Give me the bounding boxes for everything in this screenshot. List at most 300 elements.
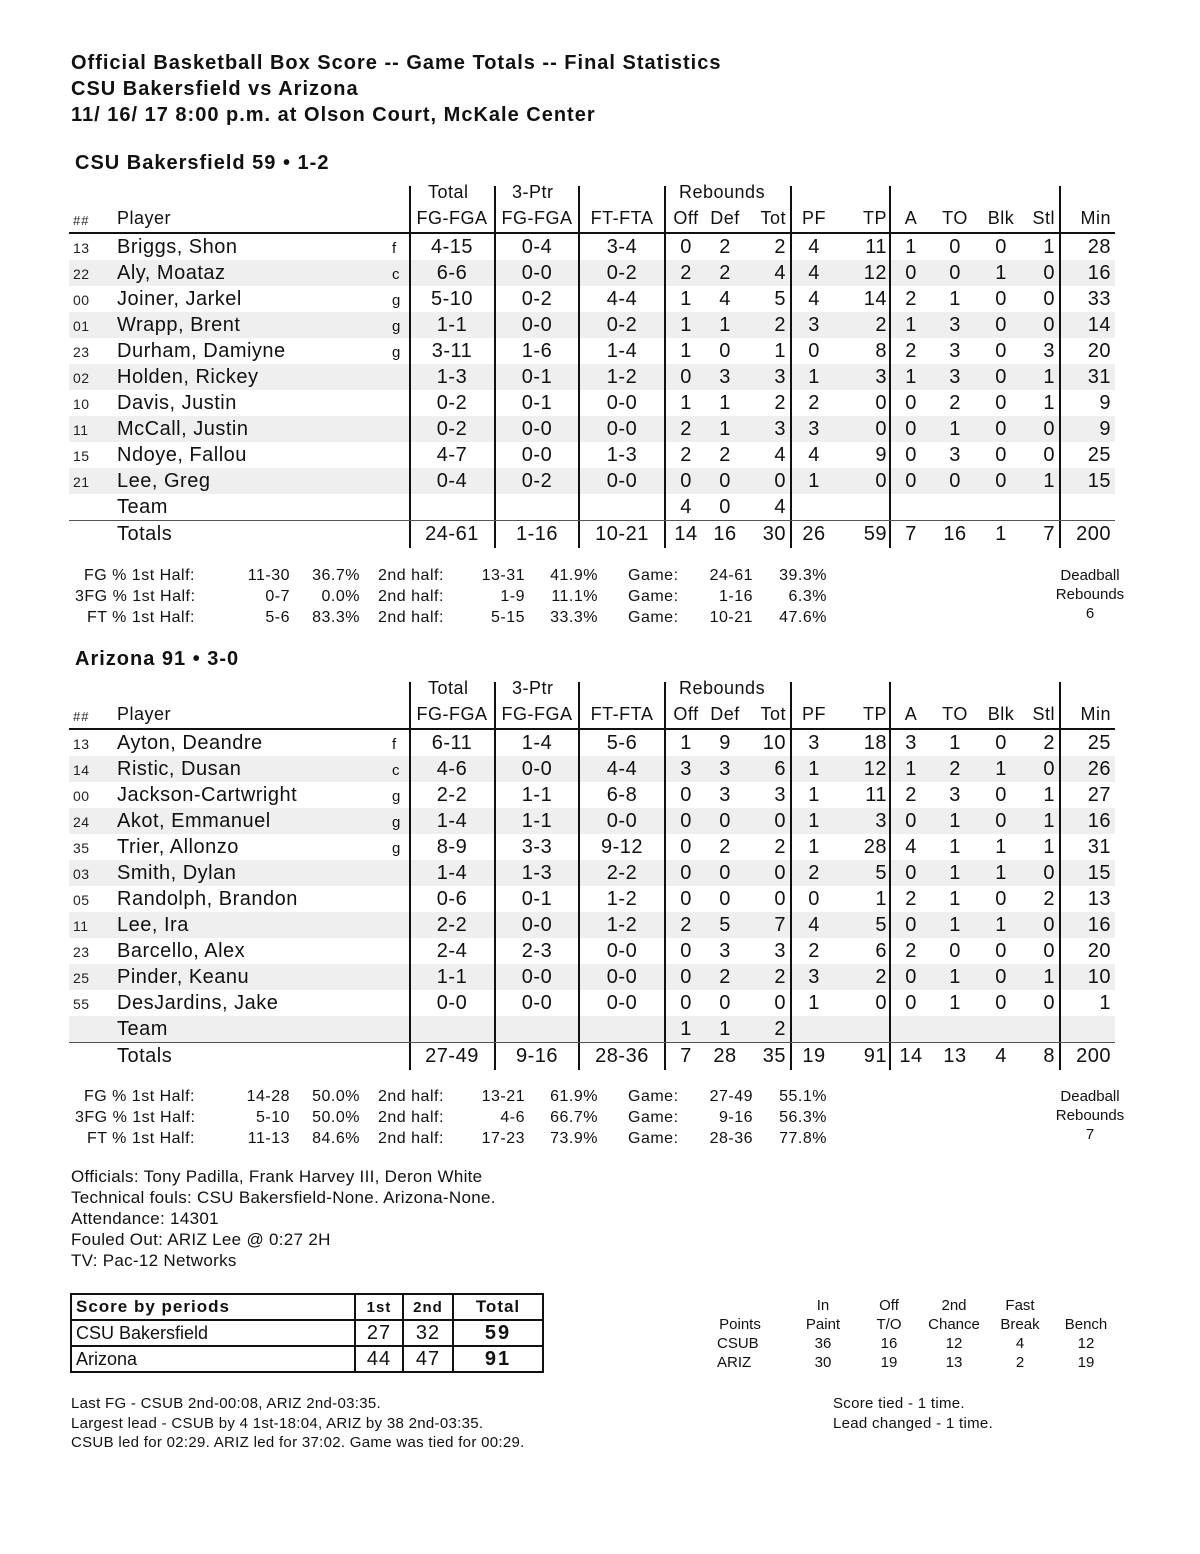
- column-divider: [1059, 260, 1061, 286]
- column-divider: [790, 938, 792, 964]
- shooting-gp: 47.6%: [779, 609, 827, 626]
- column-divider: [494, 186, 496, 232]
- shooting-h1p: 36.7%: [312, 567, 360, 584]
- column-divider: [889, 886, 891, 912]
- stat-def: 3: [719, 940, 731, 962]
- column-divider: [409, 682, 411, 728]
- column-divider: [664, 468, 666, 494]
- player-position: g: [392, 318, 401, 335]
- stat-blk: 1: [995, 914, 1007, 936]
- column-divider: [1059, 834, 1061, 860]
- stat-tot: 10: [762, 732, 786, 754]
- stat-blk: 0: [995, 732, 1007, 754]
- stat-stl: 1: [1043, 366, 1055, 388]
- column-divider: [664, 964, 666, 990]
- stat-a: 4: [905, 836, 917, 858]
- stat-fg3: 1-6: [521, 340, 553, 362]
- column-divider: [494, 286, 496, 312]
- stat-tot: 2: [774, 314, 786, 336]
- shooting-gl: Game:: [628, 1130, 679, 1147]
- stat-tp: 12: [863, 262, 887, 284]
- stat-ft: 0-2: [606, 314, 638, 336]
- stat-pf: 2: [808, 392, 820, 414]
- stat-pf: 1: [808, 758, 820, 780]
- shooting-h1p: 0.0%: [321, 588, 360, 605]
- shooting-h1: 5-6: [265, 609, 290, 626]
- tv-network: TV: Pac-12 Networks: [71, 1251, 237, 1270]
- player-name: Holden, Rickey: [117, 366, 259, 388]
- column-divider: [1059, 682, 1061, 728]
- stat-min: 28: [1087, 236, 1111, 258]
- total-def: 16: [713, 523, 737, 545]
- column-divider: [1059, 912, 1061, 938]
- player-row: [69, 964, 1115, 990]
- stat-min: 9: [1099, 392, 1111, 414]
- column-divider: [790, 364, 792, 390]
- shooting-h1p: 50.0%: [312, 1088, 360, 1105]
- player-name: Jackson-Cartwright: [117, 784, 298, 806]
- tie-lead-notes: [833, 1394, 993, 1433]
- column-divider: [1059, 338, 1061, 364]
- total-def: 28: [713, 1045, 737, 1067]
- stat-to: 2: [949, 392, 961, 414]
- stat-to: 3: [949, 784, 961, 806]
- stat-stl: 1: [1043, 836, 1055, 858]
- stat-off: 3: [680, 758, 692, 780]
- player-name: DesJardins, Jake: [117, 992, 279, 1014]
- stat-fg: 3-11: [431, 340, 473, 362]
- total-stl: 7: [1043, 523, 1055, 545]
- header-to: TO: [942, 208, 968, 228]
- column-divider: [1059, 860, 1061, 886]
- stat-to: 0: [949, 236, 961, 258]
- stat-ft: 0-0: [606, 940, 638, 962]
- column-divider: [664, 521, 666, 548]
- stat-blk: 1: [995, 836, 1007, 858]
- stat-def: 4: [719, 288, 731, 310]
- stat-fg3: 0-0: [521, 314, 553, 336]
- shooting-h1: 0-7: [265, 588, 290, 605]
- totals-label: Totals: [117, 1045, 173, 1067]
- column-divider: [409, 390, 411, 416]
- stat-fg: 6-6: [436, 262, 468, 284]
- stat-tp: 1: [875, 888, 887, 910]
- stat-min: 25: [1087, 732, 1111, 754]
- stat-min: 26: [1087, 758, 1111, 780]
- stat-min: 1: [1099, 992, 1111, 1014]
- stat-a: 2: [905, 340, 917, 362]
- player-row: [69, 834, 1115, 860]
- stat-fg3: 3-3: [521, 836, 553, 858]
- column-divider: [790, 1016, 792, 1042]
- stat-blk: 1: [995, 862, 1007, 884]
- stat-tot: 0: [774, 888, 786, 910]
- stat-off: 0: [680, 992, 692, 1014]
- column-divider: [1059, 964, 1061, 990]
- column-divider: [889, 468, 891, 494]
- player-row: [69, 860, 1115, 886]
- header-a: A: [904, 208, 918, 228]
- column-divider: [409, 990, 411, 1016]
- stat-ft: 0-0: [606, 810, 638, 832]
- last-fg: Last FG - CSUB 2nd-00:08, ARIZ 2nd-03:35.: [71, 1395, 381, 1412]
- stat-fg: 1-4: [436, 810, 468, 832]
- total-min: 200: [1076, 523, 1111, 545]
- stat-ft: 1-2: [606, 888, 638, 910]
- jersey-number: 02: [73, 370, 90, 386]
- column-divider: [409, 416, 411, 442]
- stat-tot: 2: [774, 1018, 786, 1040]
- player-row: [69, 990, 1115, 1016]
- column-divider: [578, 938, 580, 964]
- score-tied: Score tied - 1 time.: [833, 1395, 965, 1412]
- shooting-h1: 14-28: [246, 1088, 290, 1105]
- stat-stl: 0: [1043, 758, 1055, 780]
- stat-a: 0: [905, 470, 917, 492]
- jersey-number: 03: [73, 866, 90, 882]
- stat-pf: 0: [808, 340, 820, 362]
- stat-ft: 4-4: [606, 288, 638, 310]
- technical-fouls: Technical fouls: CSU Bakersfield-None. Arizona-None.: [71, 1188, 496, 1207]
- column-divider: [664, 860, 666, 886]
- column-divider: [578, 186, 580, 232]
- stat-to: 1: [949, 810, 961, 832]
- player-name: Team: [117, 496, 168, 518]
- column-divider: [664, 808, 666, 834]
- column-divider: [790, 338, 792, 364]
- header-player: Player: [117, 704, 172, 724]
- stat-off: 0: [680, 784, 692, 806]
- stat-off: 0: [680, 470, 692, 492]
- stat-def: 2: [719, 836, 731, 858]
- column-divider: [889, 416, 891, 442]
- stat-a: 3: [905, 732, 917, 754]
- player-position: g: [392, 292, 401, 309]
- stat-a: 0: [905, 392, 917, 414]
- column-header-row: [69, 206, 1115, 234]
- column-divider: [409, 468, 411, 494]
- column-divider: [578, 364, 580, 390]
- column-divider: [409, 260, 411, 286]
- player-name: Trier, Allonzo: [117, 836, 239, 858]
- total-blk: 4: [995, 1045, 1007, 1067]
- stat-a: 0: [905, 914, 917, 936]
- stat-fg: 4-7: [436, 444, 468, 466]
- player-name: Lee, Greg: [117, 470, 211, 492]
- column-divider: [578, 860, 580, 886]
- column-divider: [790, 260, 792, 286]
- periods-row: Arizona 44 47 91: [71, 1346, 543, 1372]
- document-title: Official Basketball Box Score -- Game Totals -- Final Statistics: [71, 52, 722, 74]
- stat-tp: 0: [875, 418, 887, 440]
- shooting-label: FG % 1st Half:: [83, 1088, 195, 1105]
- stat-stl: 0: [1043, 262, 1055, 284]
- header-tp: TP: [862, 704, 887, 724]
- stat-fg: 0-2: [436, 392, 468, 414]
- column-divider: [494, 756, 496, 782]
- stat-tot: 4: [774, 262, 786, 284]
- stat-min: 10: [1087, 966, 1111, 988]
- column-divider: [1059, 730, 1061, 756]
- column-divider: [578, 834, 580, 860]
- stat-ft: 0-0: [606, 392, 638, 414]
- column-divider: [664, 312, 666, 338]
- stat-def: 0: [719, 992, 731, 1014]
- jersey-number: 24: [73, 814, 90, 830]
- stat-tot: 5: [774, 288, 786, 310]
- totals-row: [69, 1042, 1115, 1070]
- column-divider: [578, 312, 580, 338]
- shooting-g: 27-49: [709, 1088, 753, 1105]
- player-name: Ayton, Deandre: [117, 732, 263, 754]
- totals-row: [69, 520, 1115, 548]
- total-ft: 10-21: [595, 523, 649, 545]
- column-divider: [1059, 286, 1061, 312]
- officials: Officials: Tony Padilla, Frank Harvey III, Deron White: [71, 1167, 483, 1186]
- header-pf: PF: [801, 208, 826, 228]
- column-divider: [664, 416, 666, 442]
- column-divider: [664, 782, 666, 808]
- column-divider: [889, 364, 891, 390]
- stat-min: 25: [1087, 444, 1111, 466]
- column-divider: [409, 521, 411, 548]
- stat-tot: 3: [774, 418, 786, 440]
- column-divider: [790, 682, 792, 728]
- total-pf: 19: [802, 1045, 826, 1067]
- shooting-label: FG % 1st Half:: [83, 567, 195, 584]
- player-name: Team: [117, 1018, 168, 1040]
- stat-pf: 1: [808, 784, 820, 806]
- header-fg: FG-FGA: [416, 208, 488, 228]
- stat-tot: 2: [774, 836, 786, 858]
- deadball-rebounds-csub: Deadball Rebounds 6: [1030, 566, 1150, 623]
- attendance: Attendance: 14301: [71, 1209, 219, 1228]
- total-tp: 91: [863, 1045, 887, 1067]
- game-flow-notes: [71, 1394, 525, 1453]
- header-def: Def: [710, 208, 740, 228]
- stat-fg: 2-4: [436, 940, 468, 962]
- stat-pf: 3: [808, 732, 820, 754]
- group-label: 3-Ptr: [512, 182, 554, 202]
- stat-blk: 0: [995, 888, 1007, 910]
- group-label: 3-Ptr: [512, 678, 554, 698]
- column-divider: [494, 1016, 496, 1042]
- stat-tot: 7: [774, 914, 786, 936]
- column-divider: [409, 364, 411, 390]
- stat-blk: 0: [995, 940, 1007, 962]
- stat-stl: 0: [1043, 862, 1055, 884]
- stat-to: 1: [949, 732, 961, 754]
- stat-tot: 6: [774, 758, 786, 780]
- column-divider: [494, 782, 496, 808]
- player-position: g: [392, 814, 401, 831]
- stat-tot: 3: [774, 366, 786, 388]
- column-divider: [494, 442, 496, 468]
- stat-fg3: 0-4: [521, 236, 553, 258]
- stat-fg: 4-15: [430, 236, 474, 258]
- jersey-number: 15: [73, 448, 90, 464]
- stat-tot: 2: [774, 236, 786, 258]
- total-fg3: 1-16: [515, 523, 559, 545]
- header-blk: Blk: [987, 704, 1015, 724]
- stat-min: 27: [1087, 784, 1111, 806]
- shooting-h2p: 66.7%: [550, 1109, 598, 1126]
- stat-min: 33: [1087, 288, 1111, 310]
- column-divider: [790, 834, 792, 860]
- stat-to: 1: [949, 836, 961, 858]
- column-divider: [1059, 364, 1061, 390]
- column-divider: [889, 286, 891, 312]
- stat-def: 2: [719, 262, 731, 284]
- player-name: Pinder, Keanu: [117, 966, 250, 988]
- column-divider: [1059, 234, 1061, 260]
- column-divider: [889, 938, 891, 964]
- stat-tp: 28: [863, 836, 887, 858]
- stat-tp: 11: [865, 784, 887, 806]
- stat-to: 1: [949, 992, 961, 1014]
- column-divider: [494, 260, 496, 286]
- stat-min: 20: [1087, 340, 1111, 362]
- stat-def: 0: [719, 470, 731, 492]
- player-position: g: [392, 788, 401, 805]
- stat-stl: 3: [1043, 340, 1055, 362]
- jersey-number: 00: [73, 788, 90, 804]
- column-divider: [889, 521, 891, 548]
- stat-ft: 2-2: [606, 862, 638, 884]
- header-tot: Tot: [760, 208, 786, 228]
- player-row: [69, 442, 1115, 468]
- stat-fg3: 0-0: [521, 966, 553, 988]
- stat-pf: 1: [808, 992, 820, 1014]
- stat-def: 0: [719, 496, 731, 518]
- stat-pf: 1: [808, 366, 820, 388]
- stat-off: 2: [680, 914, 692, 936]
- total-blk: 1: [995, 523, 1007, 545]
- column-divider: [889, 260, 891, 286]
- jersey-number: 11: [73, 422, 89, 438]
- stat-tot: 1: [774, 340, 786, 362]
- stat-min: 15: [1087, 862, 1111, 884]
- stat-stl: 2: [1043, 888, 1055, 910]
- shooting-h2l: 2nd half:: [378, 609, 444, 626]
- player-name: Davis, Justin: [117, 392, 237, 414]
- stat-def: 0: [719, 810, 731, 832]
- stat-a: 0: [905, 418, 917, 440]
- column-divider: [889, 234, 891, 260]
- stat-fg3: 0-0: [521, 444, 553, 466]
- column-divider: [889, 682, 891, 728]
- stat-stl: 1: [1043, 810, 1055, 832]
- stat-tot: 3: [774, 784, 786, 806]
- player-row: [69, 912, 1115, 938]
- group-label: Rebounds: [679, 182, 766, 202]
- stat-blk: 1: [995, 758, 1007, 780]
- column-divider: [889, 1043, 891, 1070]
- game-notes: [71, 1166, 496, 1271]
- column-divider: [1059, 938, 1061, 964]
- shooting-g: 1-16: [718, 588, 753, 605]
- column-group-header: [69, 180, 1115, 206]
- player-position: c: [392, 762, 400, 779]
- header-tot: Tot: [760, 704, 786, 724]
- jersey-number: 13: [73, 736, 90, 752]
- column-divider: [790, 234, 792, 260]
- stat-pf: 0: [808, 888, 820, 910]
- stat-off: 1: [680, 1018, 692, 1040]
- shooting-h2l: 2nd half:: [378, 567, 444, 584]
- stat-def: 9: [719, 732, 731, 754]
- column-divider: [790, 312, 792, 338]
- player-name: Akot, Emmanuel: [117, 810, 271, 832]
- shooting-h2l: 2nd half:: [378, 1088, 444, 1105]
- column-divider: [1059, 886, 1061, 912]
- stat-ft: 9-12: [600, 836, 644, 858]
- deadball-rebounds-ariz: Deadball Rebounds 7: [1030, 1087, 1150, 1144]
- stat-off: 1: [680, 392, 692, 414]
- stat-pf: 4: [808, 236, 820, 258]
- stat-def: 2: [719, 236, 731, 258]
- stat-a: 0: [905, 862, 917, 884]
- stat-blk: 0: [995, 236, 1007, 258]
- header-num: ##: [73, 213, 90, 228]
- header-fg3: FG-FGA: [501, 704, 573, 724]
- column-divider: [494, 964, 496, 990]
- stat-pf: 3: [808, 418, 820, 440]
- stat-min: 16: [1087, 914, 1111, 936]
- column-divider: [790, 912, 792, 938]
- player-row: [69, 1016, 1115, 1042]
- stat-a: 0: [905, 444, 917, 466]
- shooting-label: 3FG % 1st Half:: [75, 1109, 196, 1126]
- stat-fg3: 0-0: [521, 758, 553, 780]
- stat-def: 1: [719, 418, 731, 440]
- jersey-number: 23: [73, 344, 90, 360]
- player-name: Randolph, Brandon: [117, 888, 298, 910]
- stat-min: 9: [1099, 418, 1111, 440]
- column-divider: [409, 1016, 411, 1042]
- stat-a: 1: [905, 758, 917, 780]
- column-divider: [889, 782, 891, 808]
- column-divider: [578, 964, 580, 990]
- column-divider: [790, 468, 792, 494]
- column-divider: [578, 990, 580, 1016]
- column-divider: [889, 494, 891, 520]
- shooting-h2: 4-6: [500, 1109, 525, 1126]
- jersey-number: 05: [73, 892, 90, 908]
- column-divider: [409, 186, 411, 232]
- stat-off: 0: [680, 366, 692, 388]
- column-divider: [409, 730, 411, 756]
- stat-blk: 0: [995, 784, 1007, 806]
- column-divider: [664, 286, 666, 312]
- player-row: [69, 364, 1115, 390]
- player-row: [69, 494, 1115, 520]
- stat-a: 1: [905, 236, 917, 258]
- total-ft: 28-36: [595, 1045, 649, 1067]
- deadball-value: 6: [1085, 605, 1095, 622]
- player-row: [69, 782, 1115, 808]
- column-divider: [578, 886, 580, 912]
- column-divider: [664, 234, 666, 260]
- stat-off: 0: [680, 862, 692, 884]
- deadball-value: 7: [1085, 1126, 1095, 1143]
- shooting-label: 3FG % 1st Half:: [75, 588, 196, 605]
- player-name: Ristic, Dusan: [117, 758, 242, 780]
- periods-row: CSU Bakersfield 27 32 59: [71, 1320, 543, 1346]
- header-pf: PF: [801, 704, 826, 724]
- column-divider: [409, 782, 411, 808]
- stat-ft: 0-0: [606, 418, 638, 440]
